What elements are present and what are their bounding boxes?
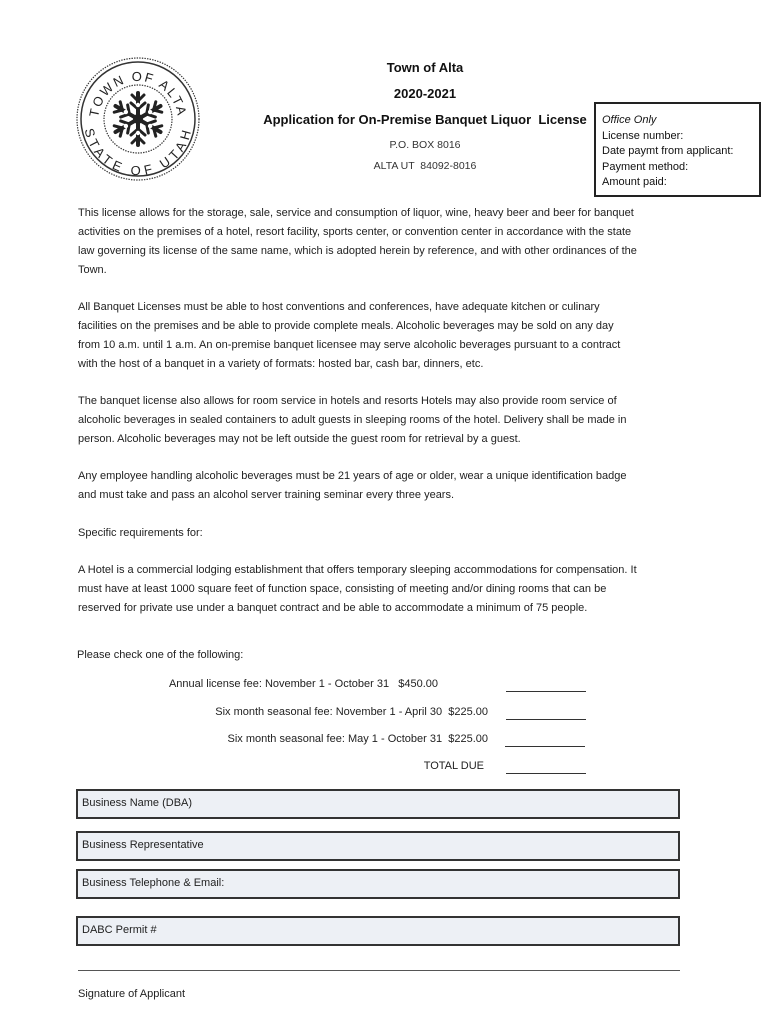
fee-winter-label: Six month seasonal fee: November 1 - April 30 (215, 706, 443, 718)
signature-label: Signature of Applicant (78, 988, 186, 1000)
fee-summer (228, 733, 489, 745)
business-contact-field[interactable] (76, 869, 680, 899)
office-license-number: License number: (602, 129, 684, 142)
paragraph-banquet-requirements: All Banquet Licenses must be able to host conventions and conferences, have adequate kitchen or culinary facilities on the premises and be able to provide complete meals. Alcoholic beverages may be sold on any day from 10 a.m. until 1 a.m. An on-premise banquet licensee may serve alcoholic beverages pursuant to a contract with the host of a banquet in a variety of formats: hosted bar, cash bar, dinners, etc. (78, 301, 621, 370)
fee-summer-label: Six month seasonal fee: May 1 - October 31 (227, 733, 443, 745)
business-contact-label: Business Telephone & Email: (82, 877, 225, 889)
po-box: P.O. BOX 8016 (389, 139, 461, 151)
fee-annual-blank[interactable] (506, 691, 586, 692)
business-name-field[interactable] (76, 789, 680, 819)
office-only-box (594, 102, 761, 197)
paragraph-employee-requirements: Any employee handling alcoholic beverages must be 21 years of age or older, wear a unique identification badge and must take and pass an alcohol server training seminar every three years. (78, 470, 627, 501)
paragraph-specific-requirements: Specific requirements for: (78, 527, 203, 539)
snowflake-icon (112, 93, 164, 145)
total-due-blank[interactable] (506, 773, 586, 774)
signature-line[interactable] (78, 970, 680, 971)
office-only-title: Office Only (602, 114, 657, 126)
seal-top-text: TOWN OF ALTA (86, 68, 190, 119)
town-seal (74, 55, 202, 183)
business-name-label: Business Name (DBA) (82, 797, 193, 809)
fee-winter-amount: $225.00 (448, 706, 488, 718)
business-representative-label: Business Representative (82, 839, 204, 851)
fee-annual (169, 678, 438, 690)
dabc-permit-field[interactable] (76, 916, 680, 946)
application-title: Application for On-Premise Banquet Liquor License (263, 112, 587, 127)
check-one-instruction: Please check one of the following: (77, 649, 244, 661)
seal-bottom-text: STATE OF UTAH (81, 126, 195, 178)
office-date-payment: Date paymt from applicant: (602, 145, 734, 157)
total-due-label: TOTAL DUE (423, 760, 484, 772)
fee-annual-label: Annual license fee: November 1 - October 31 (168, 678, 390, 690)
license-year: 2020-2021 (393, 86, 457, 101)
total-due (424, 760, 484, 772)
dabc-permit-label: DABC Permit # (82, 924, 157, 936)
business-representative-field[interactable] (76, 831, 680, 861)
office-amount-paid: Amount paid: (602, 176, 667, 188)
city-address: ALTA UT 84092-8016 (373, 160, 477, 172)
fee-winter-blank[interactable] (506, 719, 586, 720)
paragraph-license-scope: This license allows for the storage, sale, service and consumption of liquor, wine, heavy beer and beer for banquet activities on the premises of a hotel, resort facility, sports center, or convention center in accordance with the state law governing its license of the same name, which is adopted herein by reference, and with other ordinances of the Town. (78, 207, 637, 276)
fee-winter (215, 706, 488, 718)
paragraph-hotel-definition: A Hotel is a commercial lodging establishment that offers temporary sleeping accommodations for compensation. It must have at least 1000 square feet of function space, consisting of meeting and/or dining rooms that can be reserved for private use under a banquet contract and be able to accommodate a minimum of 75 people. (78, 564, 637, 614)
town-name: Town of Alta (386, 60, 464, 75)
fee-summer-amount: $225.00 (448, 733, 488, 745)
office-payment-method: Payment method: (602, 160, 689, 173)
fee-summer-blank[interactable] (505, 746, 585, 747)
fee-annual-amount: $450.00 (398, 678, 438, 690)
paragraph-room-service: The banquet license also allows for room service in hotels and resorts Hotels may also provide room service of alcoholic beverages in sealed containers to adult guests in sleeping rooms of the hotel. Delivery shall be made in person. Alcoholic beverages may not be left outside the guest room for retrieval by a guest. (78, 395, 627, 445)
